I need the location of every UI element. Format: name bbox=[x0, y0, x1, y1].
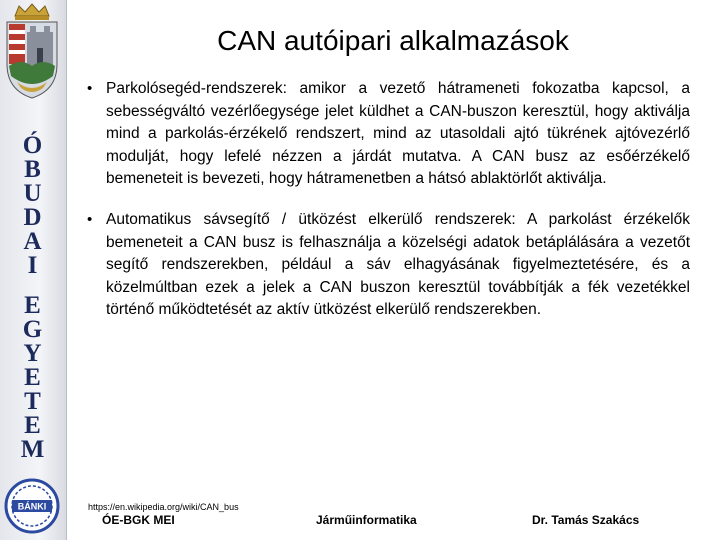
slide-title: CAN autóipari alkalmazások bbox=[217, 25, 569, 56]
sidebar-letter: A bbox=[23, 228, 43, 255]
sidebar-letters-egyetem bbox=[0, 294, 66, 462]
sidebar-letter: I bbox=[27, 252, 39, 279]
sidebar-letter: Ó bbox=[22, 132, 44, 159]
sidebar bbox=[0, 0, 67, 540]
footer-author: Dr. Tamás Szakács bbox=[532, 513, 640, 527]
source-link[interactable]: https://en.wikipedia.org/wiki/CAN_bus bbox=[88, 502, 239, 512]
sidebar-letter: B bbox=[24, 156, 42, 183]
slide-content bbox=[84, 78, 690, 340]
sidebar-letter: E bbox=[24, 292, 42, 319]
logo-text: BÁNKI bbox=[17, 501, 47, 512]
sidebar-letter: E bbox=[24, 412, 42, 439]
sidebar-letter: M bbox=[20, 436, 46, 463]
sidebar-letter: U bbox=[23, 180, 43, 207]
sidebar-letter: D bbox=[23, 204, 43, 231]
sidebar-letter: G bbox=[22, 316, 44, 343]
university-crest-icon bbox=[3, 2, 61, 102]
footer-department: ÓE-BGK MEI bbox=[102, 513, 175, 527]
footer-course: Járműinformatika bbox=[316, 513, 417, 527]
bullet-item: • Parkolósegéd-rendszerek: amikor a vezető hátrameneti fokozatba kapcsol, a sebességváltó vezérlőegysége jelet küldhet a CAN-buszon keresztül, hogy aktiválja mind a parkolás-érzékelő rendszert, mind az utasoldali ajtó tükrének ajtóvezérlő modulját, hogy lefelé nézzen a járdát mutatva. A CAN busz az esőérzékelő bemeneteit is bevezeti, hogy hátramenetben a hátsó ablaktörlőt aktiválja. bbox=[84, 78, 690, 191]
sidebar-letter: T bbox=[24, 388, 42, 415]
sidebar-letters-obudai bbox=[0, 134, 66, 278]
banki-logo-icon bbox=[4, 478, 60, 534]
bullet-item: • Automatikus sávsegítő / ütközést elkerülő rendszerek: A parkolást érzékelők bemeneteit a CAN busz is felhasználja a közelségi adatok betáplálására a vezetőt segítő rendszerekben, például a sáv elhagyásának figyelmeztetésére, és a közelmúltban ezek a jelek a CAN buszon keresztül továbbítják a fék vezetékkel történő működtetését az aktív ütközést elkerülő rendszerekben. bbox=[84, 209, 690, 322]
sidebar-letter: E bbox=[24, 364, 42, 391]
sidebar-letter: Y bbox=[23, 340, 43, 367]
